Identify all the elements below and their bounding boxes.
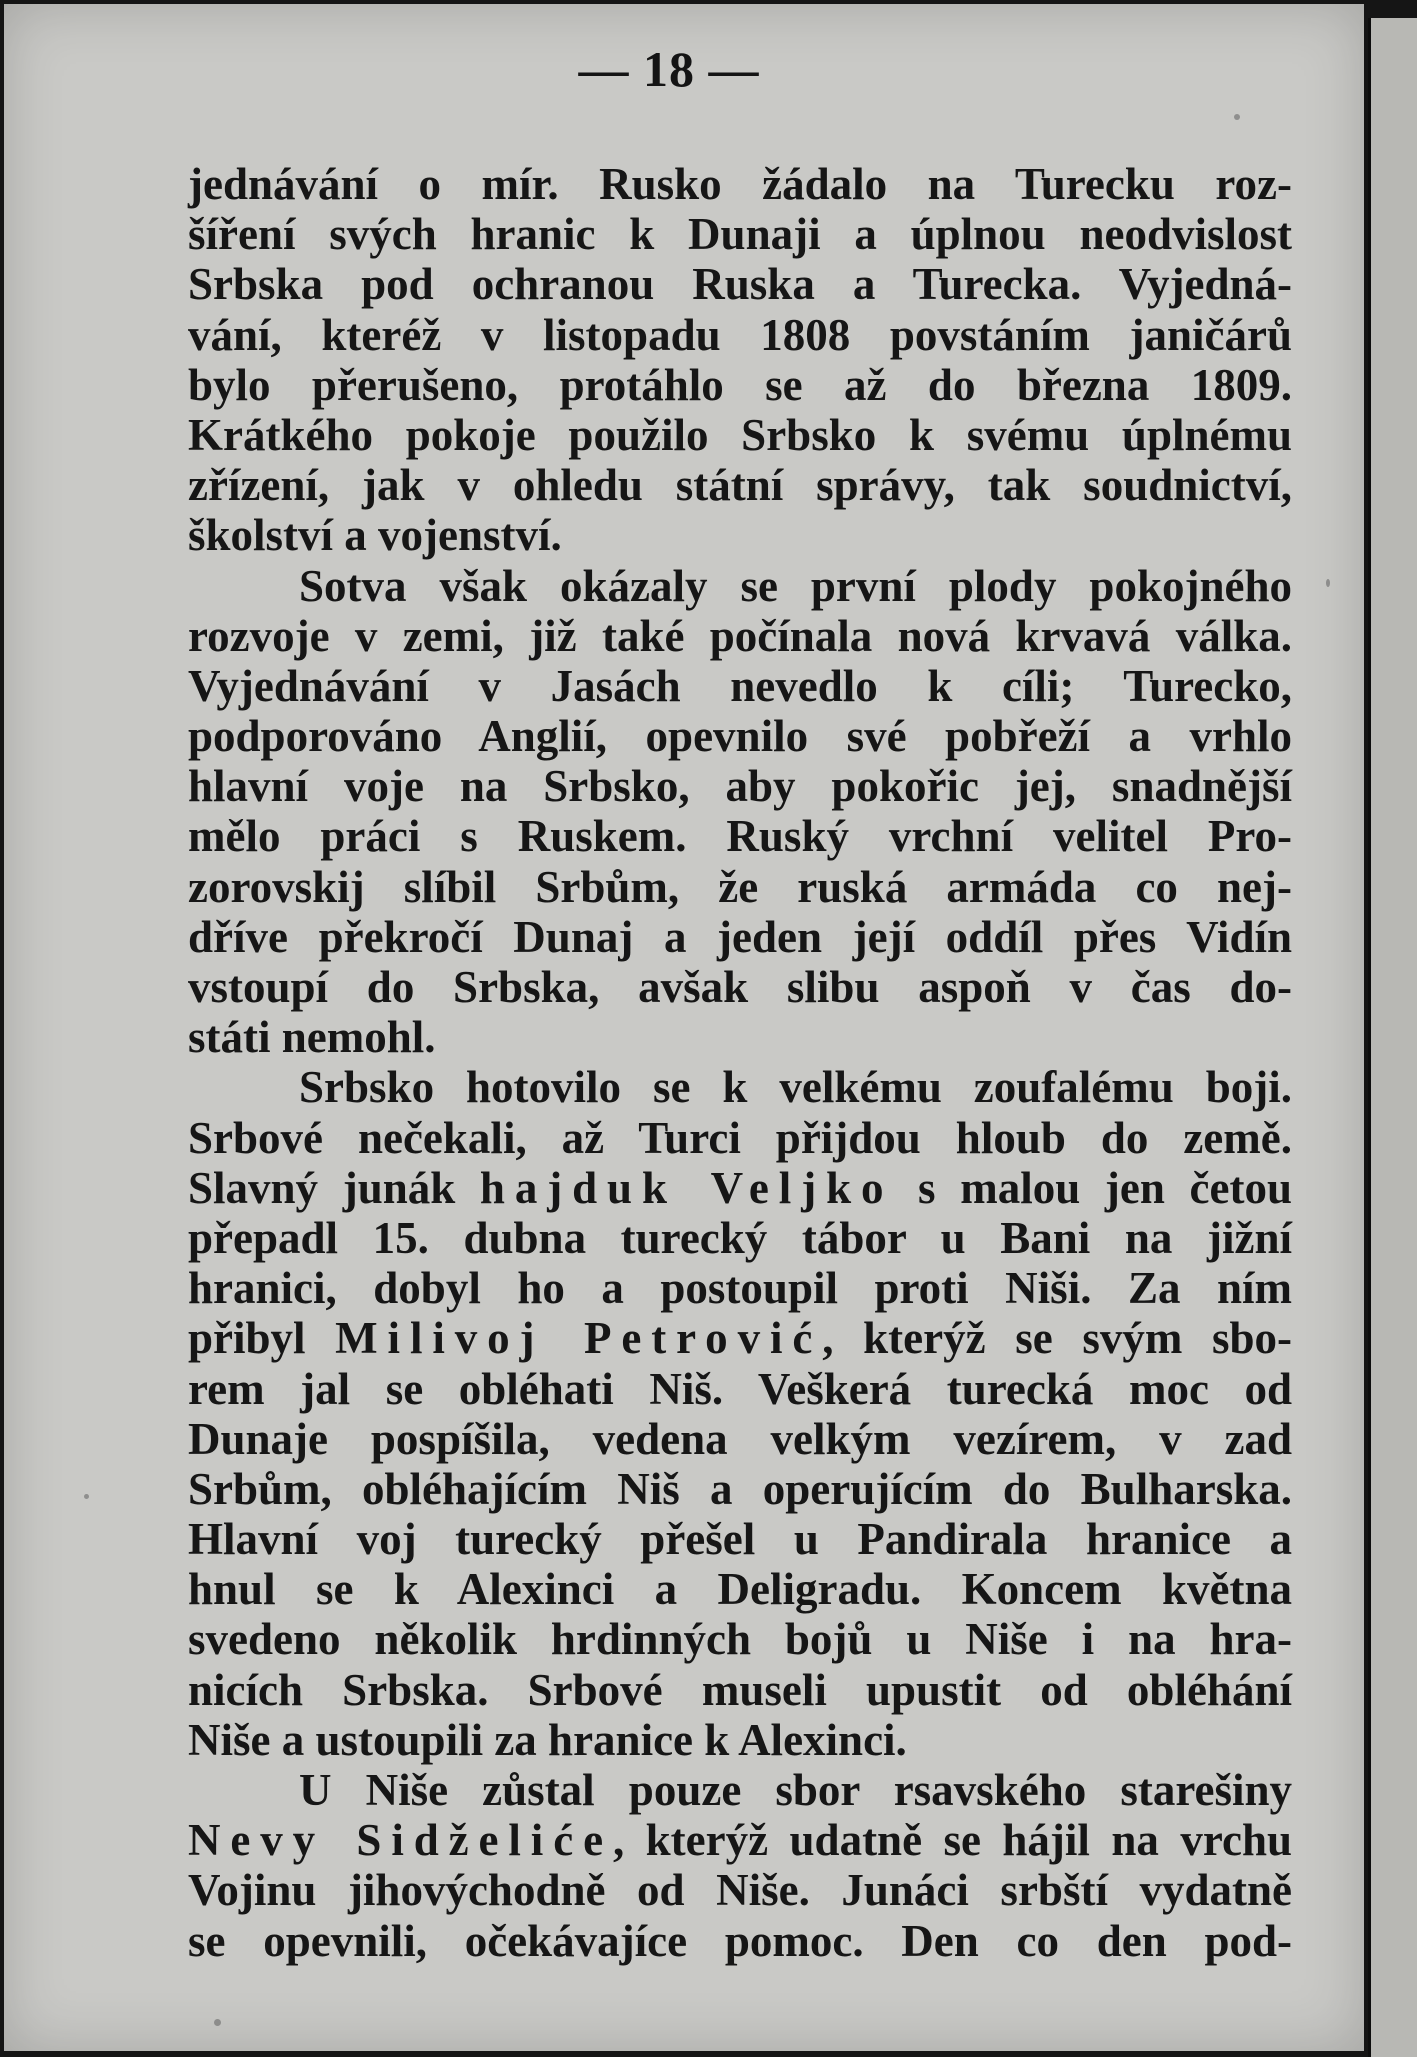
body-text <box>188 159 1292 1966</box>
text-line: Srbsko hotovilo se k velkému zoufalému boji. <box>299 1062 1292 1113</box>
text-line: Niše a ustoupili za hranice k Alexinci. <box>188 1714 907 1765</box>
scan-speck <box>1234 114 1240 120</box>
spaced-name: Milivoj Petrović <box>335 1313 823 1364</box>
text-line: se opevnili, očekávajíce pomoc. Den co den pod- <box>188 1915 1292 1966</box>
text-line: hlavní voje na Srbsko, aby pokořic jej, snadnější <box>188 761 1292 812</box>
text-line: U Niše zůstal pouze sbor rsavského starešiny <box>299 1765 1292 1815</box>
text-line: bylo přerušeno, protáhlo se až do března 1809. <box>188 359 1292 410</box>
text-line: Srbům, obléhajícím Niš a operujícím do Bulharska. <box>188 1463 1292 1514</box>
text-line <box>188 1163 1292 1213</box>
text-line: zorovskij slíbil Srbům, že ruská armáda co nej- <box>188 861 1292 912</box>
text-line: Vyjednávání v Jasách nevedlo k cíli; Turecko, <box>188 660 1292 711</box>
text-line: Srbové nečekali, až Turci přijdou hloub do země. <box>188 1112 1292 1163</box>
text-line: rem jal se obléhati Niš. Veškerá turecká moc od <box>188 1363 1292 1414</box>
text-segment: Slavný junák <box>188 1162 480 1213</box>
text-line: jednávání o mír. Rusko žádalo na Turecku roz- <box>188 159 1292 209</box>
scan-speck <box>214 2019 221 2026</box>
text-segment: , kterýž se svým sbo- <box>822 1313 1292 1364</box>
text-line: vstoupí do Srbska, avšak slibu aspoň v čas do- <box>188 962 1292 1012</box>
adjacent-page-edge <box>1368 18 1417 2057</box>
text-line: podporováno Anglií, opevnilo své pobřeží a vrhlo <box>188 711 1292 762</box>
text-line: přepadl 15. dubna turecký tábor u Bani na jižní <box>188 1212 1292 1263</box>
text-line: mělo práci s Ruskem. Ruský vrchní velitel Pro- <box>188 811 1292 862</box>
scan-speck <box>1326 579 1330 587</box>
text-line: Hlavní voj turecký přešel u Pandirala hranice a <box>188 1514 1292 1565</box>
text-line: nicích Srbska. Srbové museli upustit od obléhání <box>188 1664 1292 1715</box>
text-line: školství a vojenství. <box>188 510 562 561</box>
text-line: svedeno několik hrdinných bojů u Niše i na hra- <box>188 1614 1292 1665</box>
scan-speck <box>84 1494 89 1499</box>
text-line: Srbska pod ochranou Ruska a Turecka. Vyjedná- <box>188 259 1292 310</box>
page-number: — 18 — <box>578 41 760 97</box>
text-segment: s malou jen četou <box>893 1162 1292 1213</box>
text-line <box>188 1313 1292 1363</box>
text-line: zřízení, jak v ohledu státní správy, tak soudnictví, <box>188 460 1292 511</box>
text-line: hnul se k Alexinci a Deligradu. Koncem května <box>188 1564 1292 1615</box>
text-line: Vojinu jihovýchodně od Niše. Junáci srbští vydatně <box>188 1865 1292 1916</box>
text-line: vání, kteréž v listopadu 1808 povstáním janičárů <box>188 309 1292 360</box>
text-line: Krátkého pokoje použilo Srbsko k svému úplnému <box>188 409 1292 460</box>
text-segment: , kterýž udatně se hájil na vrchu <box>612 1815 1293 1866</box>
scanned-page <box>4 4 1364 2051</box>
text-line: státi nemohl. <box>188 1012 436 1063</box>
text-segment: přibyl <box>188 1313 336 1364</box>
text-line <box>188 1815 1292 1865</box>
text-line: šíření svých hranic k Dunaji a úplnou neodvislost <box>188 209 1292 260</box>
spaced-name: hajduk Veljko <box>479 1162 894 1213</box>
text-line: hranici, dobyl ho a postoupil proti Niši. Za ním <box>188 1263 1292 1314</box>
text-line: Sotva však okázaly se první plody pokojného <box>299 560 1292 611</box>
text-line: rozvoje v zemi, již také počínala nová krvavá válka. <box>188 610 1292 661</box>
text-line: Dunaje pospíšila, vedena velkým vezírem, v zad <box>188 1413 1292 1464</box>
text-line: dříve překročí Dunaj a jeden její oddíl přes Vidín <box>188 911 1292 962</box>
spaced-name: Nevy Sidželiće <box>188 1815 613 1866</box>
